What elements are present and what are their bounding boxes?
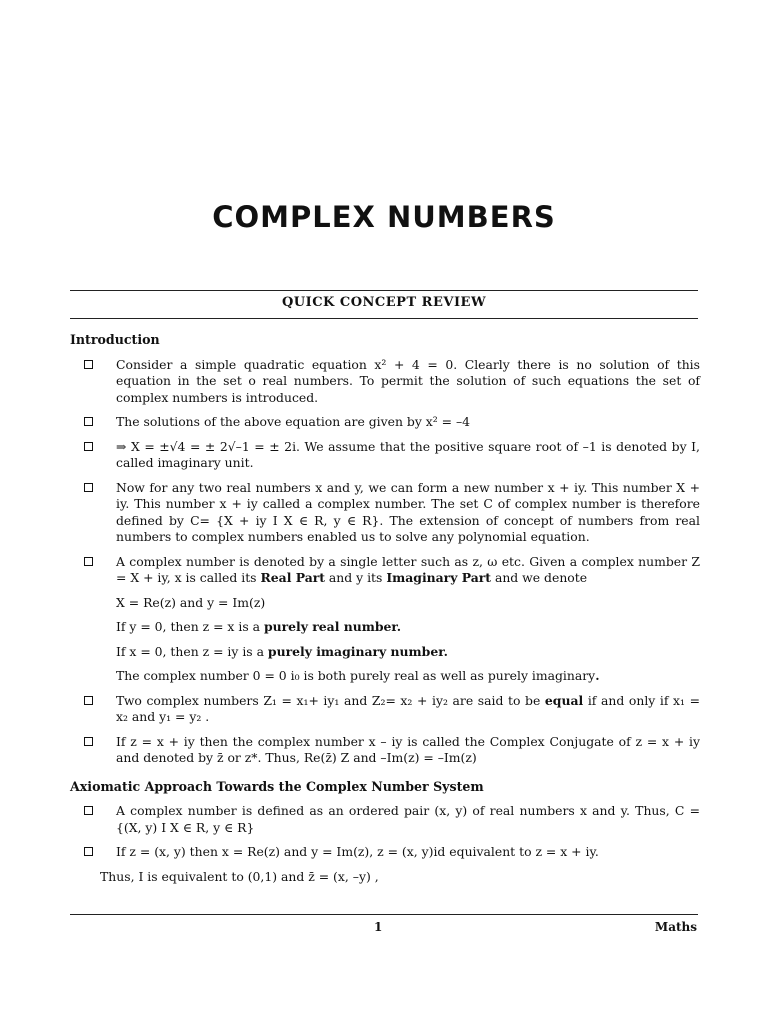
definition-period: .	[595, 668, 600, 683]
definition-text: If x = 0, then z = iy is a	[116, 643, 268, 659]
real-part-term: Real Part	[260, 570, 325, 585]
list-item	[70, 414, 700, 431]
list-item-text: The solutions of the above equation are given by x² = –4	[116, 414, 471, 429]
list-item	[70, 803, 700, 836]
list-item-text: if and only if x₁ = x₂ and y₁ = y₂ .	[116, 692, 700, 724]
axiomatic-heading: Axiomatic Approach Towards the Complex Number System	[70, 778, 484, 794]
definition-line: X = Re(z) and y = Im(z)	[116, 594, 266, 610]
list-item-text: and y its	[324, 570, 387, 585]
list-item	[70, 693, 700, 726]
checkbox-bullet-icon	[84, 360, 93, 369]
main-content	[70, 332, 700, 893]
checkbox-bullet-icon	[84, 737, 93, 746]
list-item-text: A complex number is denoted by a single letter such as z, ω etc. Given a complex number Z = X + iy, x is called its	[116, 553, 700, 585]
checkbox-bullet-icon	[84, 806, 93, 815]
checkbox-bullet-icon	[84, 483, 93, 492]
checkbox-bullet-icon	[84, 557, 93, 566]
list-item-text: Two complex numbers Z₁ = x₁+ iy₁ and Z₂= x₂ + iy₂ are said to be	[116, 692, 545, 708]
imaginary-part-term: Imaginary Part	[386, 570, 491, 585]
divider-bottom	[70, 318, 698, 319]
checkbox-bullet-icon	[84, 417, 93, 426]
page-title: COMPLEX NUMBERS	[212, 200, 556, 234]
checkbox-bullet-icon	[84, 442, 93, 451]
closing-line: Thus, I is equivalent to (0,1) and z̄ = (x, –y) ,	[100, 868, 379, 884]
list-item	[70, 357, 700, 407]
purely-imaginary-term: purely imaginary number.	[267, 643, 448, 659]
list-item-text: and we denote	[491, 570, 588, 585]
list-item-text: If z = (x, y) then x = Re(z) and y = Im(z), z = (x, y)id equivalent to z = x + iy.	[116, 844, 599, 859]
checkbox-bullet-icon	[84, 696, 93, 705]
list-item-text: If z = x + iy then the complex number x – iy is called the Complex Conjugate of z = x + iy and denoted by z̄ or z*. Thus, Re(z̄) Z and –Im(z) = –Im(z)	[116, 733, 700, 765]
equal-term: equal	[544, 692, 584, 708]
page-number: 1	[374, 920, 383, 934]
definition-line	[70, 619, 700, 636]
introduction-heading: Introduction	[70, 332, 160, 347]
list-item-text: A complex number is defined as an ordered pair (x, y) of real numbers x and y. Thus, C = {(X, y) I X ∈ R, y ∈ R}	[116, 803, 700, 835]
list-item	[70, 480, 700, 546]
list-item-text: ⇒ X = ±√4 = ± 2√–1 = ± 2i. We assume that the positive square root of –1 is denoted by I, called imaginary unit.	[116, 438, 700, 470]
definition-text: The complex number 0 = 0 i₀ is both purely real as well as purely imaginary	[116, 668, 596, 683]
checkbox-bullet-icon	[84, 847, 93, 856]
section-heading: QUICK CONCEPT REVIEW	[281, 295, 487, 310]
subject-label: Maths	[654, 920, 697, 934]
purely-real-term: purely real number.	[263, 619, 402, 634]
list-item	[70, 734, 700, 767]
divider-top	[70, 290, 698, 291]
footer-divider	[70, 914, 698, 915]
list-item-text: Now for any two real numbers x and y, we can form a new number x + iy. This number X + iy. This number x + iy called a complex number. The set C of complex number is therefore defined by C= {X + iy I X ∈ R, y ∈ R}. The extension of concept of numbers from real numbers to complex numbers enabled us to solve any polynomial equation.	[116, 479, 700, 544]
definition-line	[70, 668, 700, 685]
list-item	[70, 844, 700, 861]
list-item-text: Consider a simple quadratic equation x² + 4 = 0. Clearly there is no solution of this equation in the set o real numbers. To permit the solution of such equations the set of complex numbers is introduced.	[116, 356, 700, 405]
list-item	[70, 554, 700, 587]
definition-line	[70, 644, 700, 661]
definition-text: If y = 0, then z = x is a	[116, 619, 264, 634]
list-item	[70, 439, 700, 472]
